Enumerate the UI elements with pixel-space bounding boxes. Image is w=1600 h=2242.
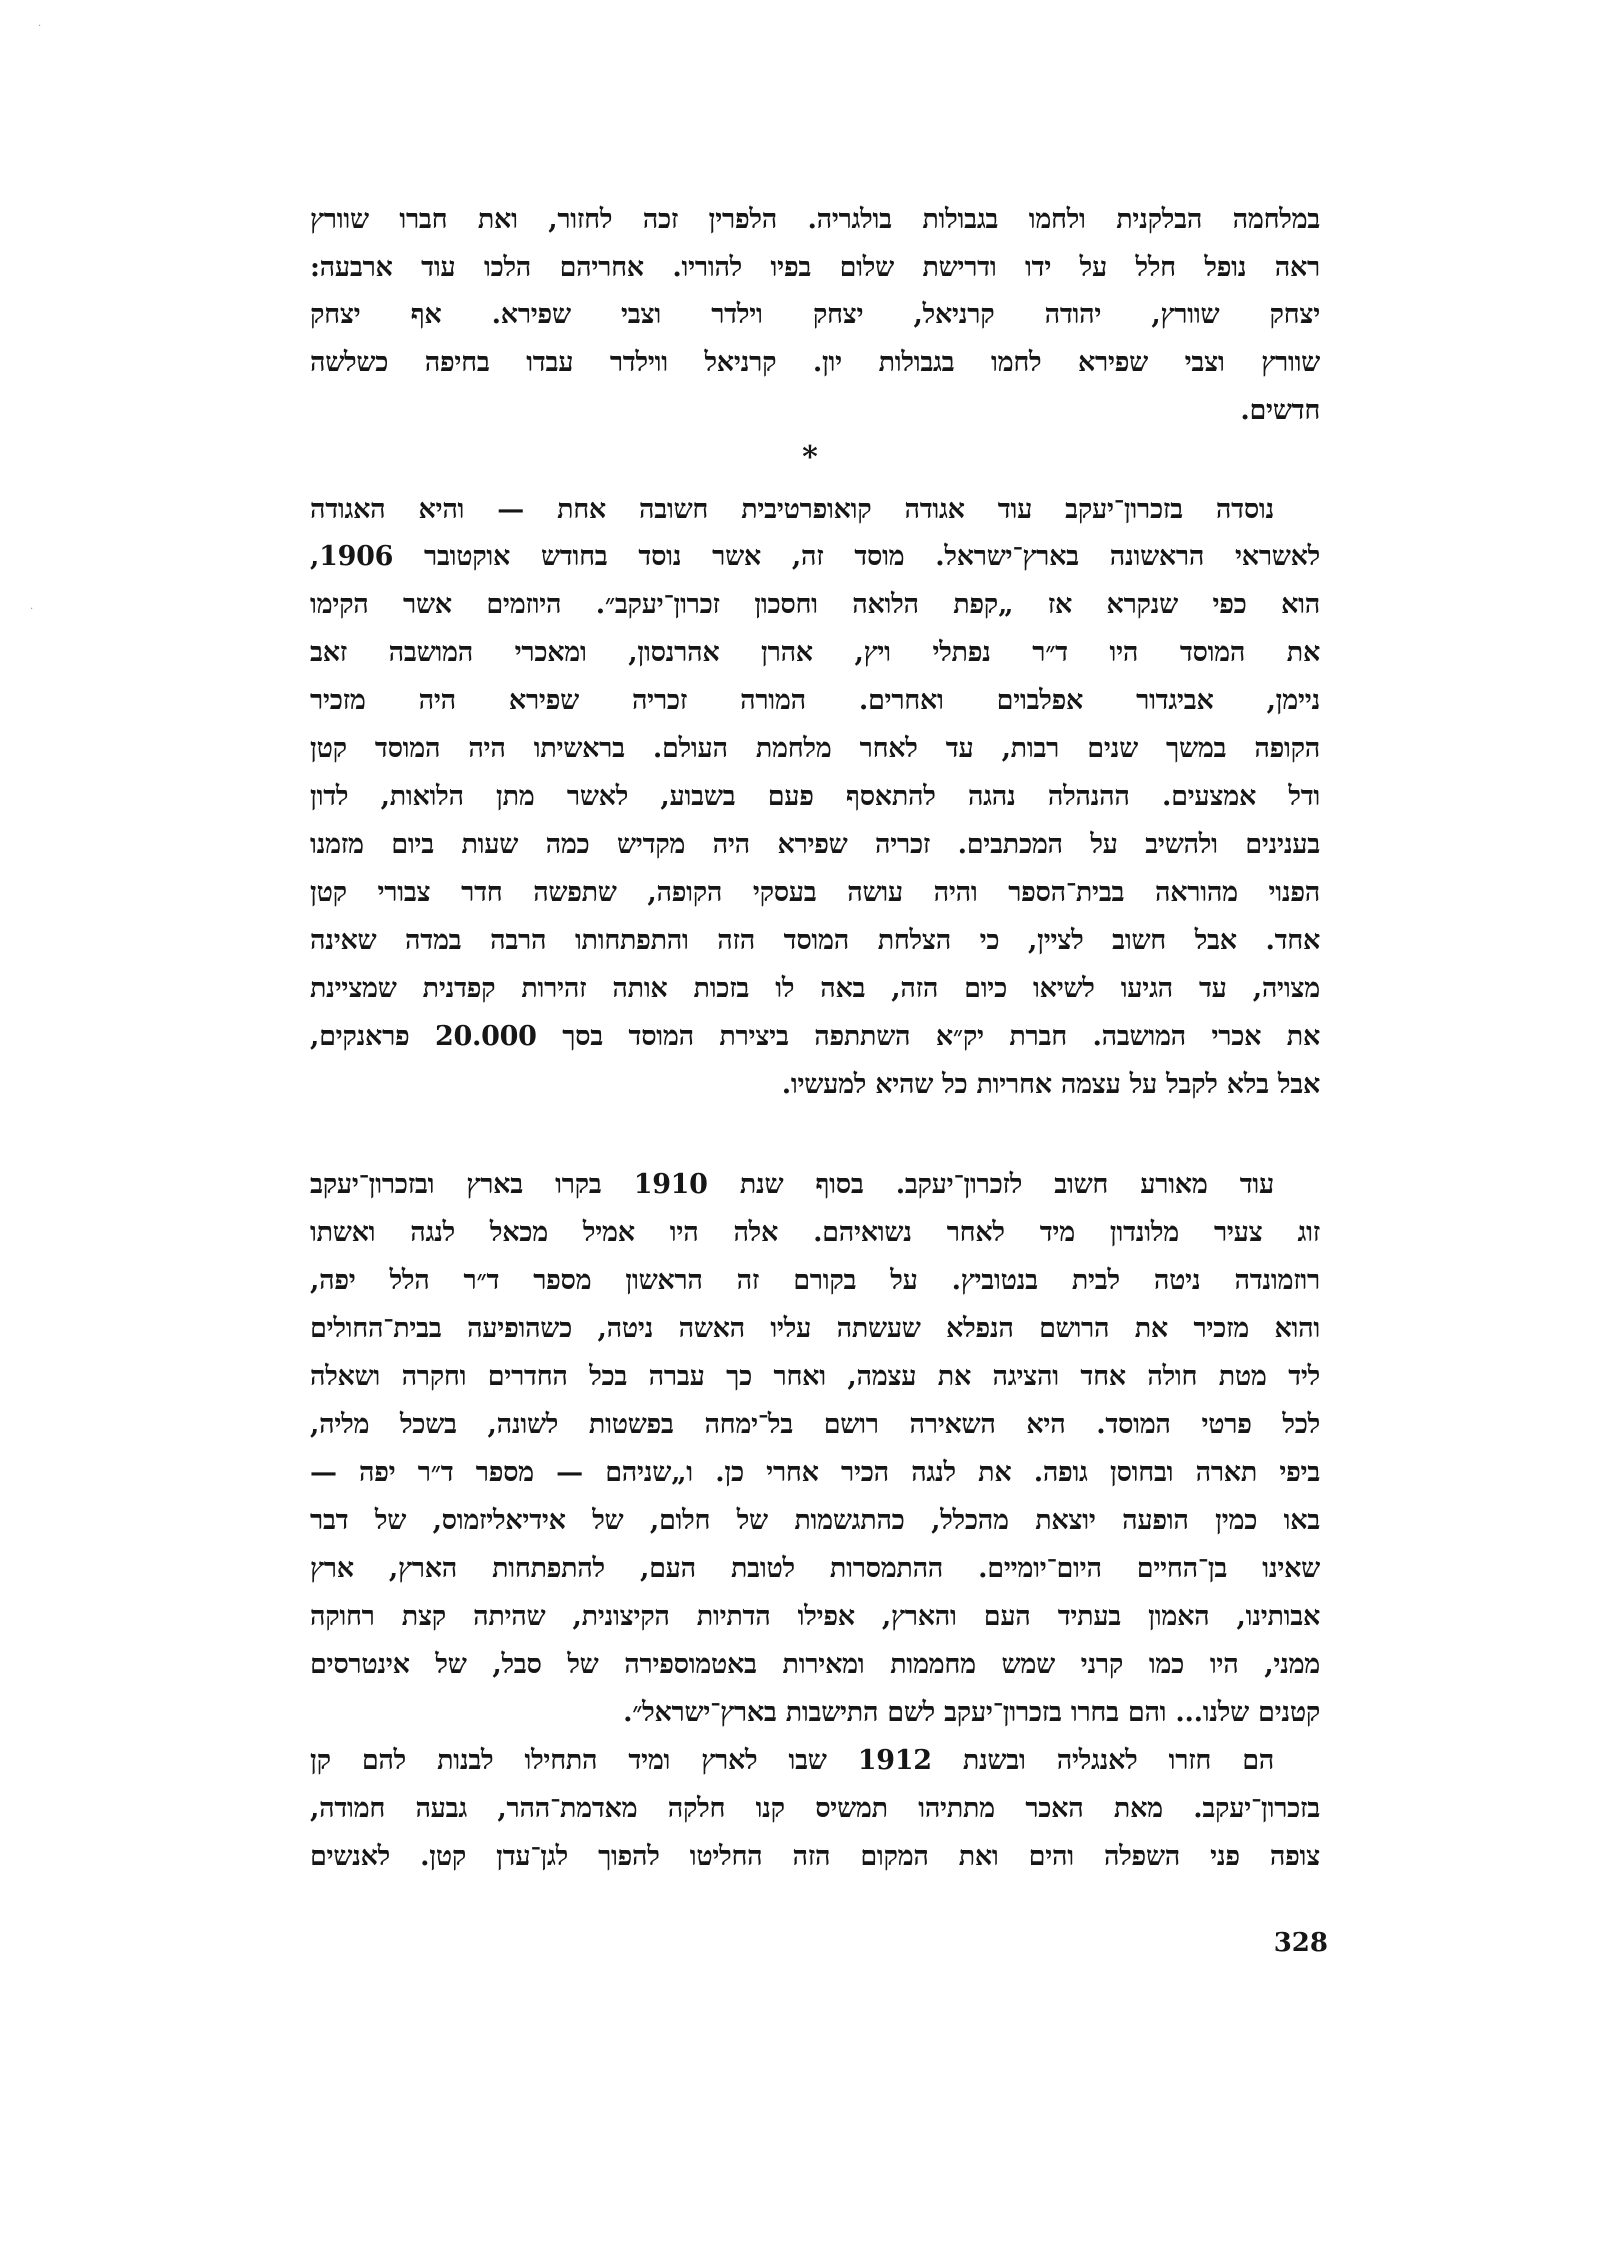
- paragraph-2-line: את אכרי המושבה. חברת יק״א השתתפה ביצירת המוסד בסך 20.000 פראנקים,: [310, 1021, 1320, 1052]
- paragraph-3-line: ממני, היו כמו קרני שמש מחממות ומאירות באטמוספירה של סבל, של אינטרסים: [310, 1649, 1320, 1680]
- paragraph-2-line: ניימן, אביגדור אפלבוים ואחרים. המורה זכריה שפירא היה מזכיר: [310, 685, 1320, 716]
- paragraph-3-line: זוג צעיר מלונדון מיד לאחר נשואיהם. אלה היו אמיל מכאל לנגה ואשתו: [310, 1217, 1320, 1248]
- paragraph-3-line: אבותינו, האמון בעתיד העם והארץ, אפילו הדתיות הקיצונית, שהיתה קצת רחוקה: [310, 1601, 1320, 1632]
- paragraph-3-line: שאינו בן־החיים היום־יומיים. ההתמסרות לטובת העם, להתפתחות הארץ, ארץ: [310, 1553, 1320, 1584]
- paragraph-3-line: ביפי תארה ובחוסן גופה. את לנגה הכיר אחרי כן. ו„שניהם — מספר ד״ר יפה —: [310, 1457, 1320, 1488]
- paragraph-2-line: אחד. אבל חשוב לציין, כי הצלחת המוסד הזה והתפתחותו הרבה במדה שאינה: [310, 925, 1320, 956]
- paragraph-3-line: והוא מזכיר את הרושם הנפלא שעשתה עליו האשה ניטה, כשהופיעה בבית־החולים: [310, 1313, 1320, 1344]
- paragraph-3-line: רוזמונדה ניטה לבית בנטוביץ. על בקורם זה הראשון מספר ד״ר הלל יפה,: [310, 1265, 1320, 1296]
- paragraph-2-line: ודל אמצעים. ההנהלה נהגה להתאסף פעם בשבוע, לאשר מתן הלואות, לדון: [310, 781, 1320, 812]
- paragraph-2-line: לאשראי הראשונה בארץ־ישראל. מוסד זה, אשר נוסד בחודש אוקטובר 1906,: [310, 541, 1320, 572]
- section-separator: *: [802, 440, 818, 475]
- paragraph-1-line: שוורץ וצבי שפירא לחמו בגבולות יון. קרניאל ווילדר עבדו בחיפה כשלשה: [310, 347, 1320, 378]
- paragraph-2-line: מצויה, עד הגיעו לשיאו כיום הזה, באה לו בזכות אותה זהירות קפדנית שמציינת: [310, 973, 1320, 1004]
- paragraph-3-line: באו כמין הופעה יוצאת מהכלל, כהתגשמות של חלום, של אידיאליזמוס, של דבר: [310, 1505, 1320, 1536]
- paragraph-3-line: עוד מאורע חשוב לזכרון־יעקב. בסוף שנת 1910 בקרו בארץ ובזכרון־יעקב: [310, 1169, 1274, 1200]
- paragraph-2-line: אבל בלא לקבל על עצמה אחריות כל שהיא למעשיו.: [781, 1069, 1320, 1100]
- paragraph-1-line: במלחמה הבלקנית ולחמו בגבולות בולגריה. הלפרין זכה לחזור, ואת חברו שוורץ: [310, 204, 1320, 235]
- paragraph-1-line: יצחק שוורץ, יהודה קרניאל, יצחק וילדר וצבי שפירא. אף יצחק: [310, 299, 1320, 330]
- scan-speck: ·: [30, 604, 34, 615]
- page-number: 328: [1273, 1928, 1328, 1958]
- paragraph-3-line: ליד מטת חולה אחד והציגה את עצמה, ואחר כך עברה בכל החדרים וחקרה ושאלה: [310, 1361, 1320, 1392]
- paragraph-4-line: הם חזרו לאנגליה ובשנת 1912 שבו לארץ ומיד התחילו לבנות להם קן: [310, 1745, 1274, 1776]
- paragraph-4-line: בזכרון־יעקב. מאת האכר מתתיהו תמשיס קנו חלקה מאדמת־ההר, גבעה חמודה,: [310, 1793, 1320, 1824]
- paragraph-2-line: הוא כפי שנקרא אז „קפת הלואה וחסכון זכרון־יעקב״. היוזמים אשר הקימו: [310, 589, 1320, 620]
- paragraph-2-line: את המוסד היו ד״ר נפתלי ויץ, אהרן אהרנסון, ומאכרי המושבה זאב: [310, 637, 1320, 668]
- paragraph-4-line: צופה פני השפלה והים ואת המקום הזה החליטו להפוך לגן־עדן קטן. לאנשים: [310, 1841, 1320, 1872]
- paragraph-3-line: קטנים שלנו... והם בחרו בזכרון־יעקב לשם התישבות בארץ־ישראל״.: [623, 1697, 1320, 1728]
- scan-speck: ·: [38, 21, 42, 32]
- paragraph-1-line: ראה נופל חלל על ידו ודרישת שלום בפיו להוריו. אחריהם הלכו עוד ארבעה:: [310, 252, 1320, 283]
- paragraph-2-line: בענינים ולהשיב על המכתבים. זכריה שפירא היה מקדיש כמה שעות ביום מזמנו: [310, 829, 1320, 860]
- paragraph-2-line: הקופה במשך שנים רבות, עד לאחר מלחמת העולם. בראשיתו היה המוסד קטן: [310, 733, 1320, 764]
- paragraph-2-line: נוסדה בזכרון־יעקב עוד אגודה קואופרטיבית חשובה אחת — והיא האגודה: [310, 494, 1274, 525]
- paragraph-3-line: לכל פרטי המוסד. היא השאירה רושם בל־ימחה בפשטות לשונה, בשכל מליה,: [310, 1409, 1320, 1440]
- paragraph-2-line: הפנוי מהוראה בבית־הספר והיה עושה בעסקי הקופה, שתפשה חדר צבורי קטן: [310, 877, 1320, 908]
- paragraph-1-line: חדשים.: [1240, 395, 1320, 426]
